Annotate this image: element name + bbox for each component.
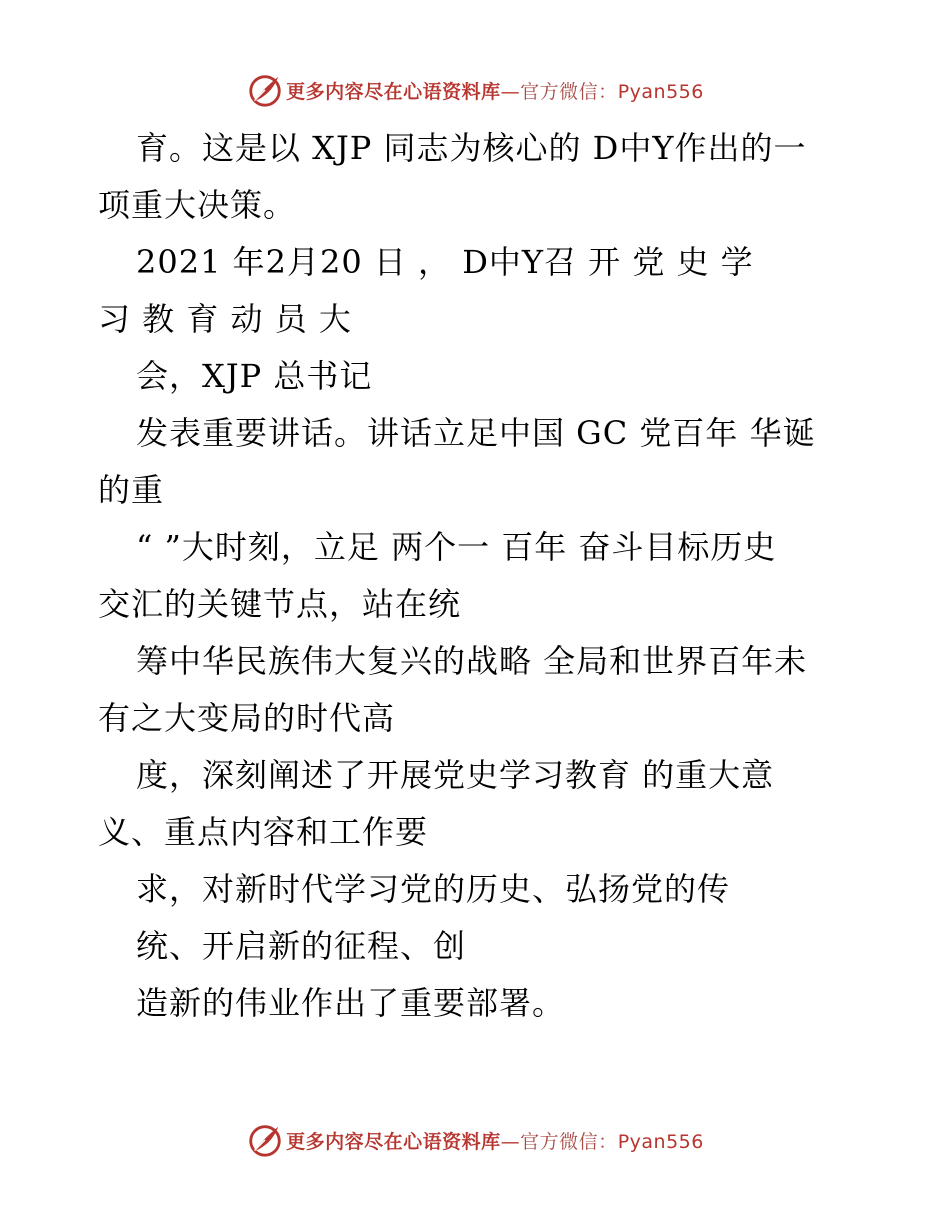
text-line: 有之大变局的时代高 [98,699,396,737]
text-line: 发表重要讲话。讲话立足中国 GC 党百年 华诞 [136,414,816,452]
header-banner [0,68,950,112]
text-line: 会，XJP 总书记 [136,357,373,395]
banner-dash: — [500,80,521,103]
text-line: 统、开启新的征程、创 [136,927,467,965]
text-line: 义、重点内容和工作要 [98,813,429,851]
text-line: 筹中华民族伟大复兴的战略 全局和世界百年未 [136,642,808,680]
text-line: 造新的伟业作出了重要部署。 [136,984,566,1022]
feather-pen-logo-icon [246,71,284,109]
text-line: 项重大决策。 [98,186,297,224]
banner-text [286,77,704,104]
banner-dash: — [500,1130,521,1153]
banner-wechat-id: Pyan556 [617,80,704,103]
text-line: “ ”大时刻，立足 两个一 百年 奋斗目标历史 [136,528,777,566]
banner-wechat-id: Pyan556 [617,1130,704,1153]
banner-main-text: 更多内容尽在心语资料库 [286,1130,501,1153]
banner-main-text: 更多内容尽在心语资料库 [286,80,501,103]
footer-banner [0,1118,950,1162]
text-line: 交汇的关键节点，站在统 [98,585,462,623]
banner-wechat-label: 官方微信： [520,1130,618,1153]
banner-wechat-label: 官方微信： [520,80,618,103]
text-line: 育。这是以 XJP 同志为核心的 D中Y作出的一 [136,129,807,167]
banner-text [286,1127,704,1154]
text-line: 的重 [98,471,165,509]
feather-pen-logo-icon [246,1121,284,1159]
text-line: 习 教 育 动 员 大 [98,300,352,338]
document-body [98,120,888,1032]
text-line: 2021 年2月20 日 ， D中Y召 开 党 史 学 [136,243,754,281]
text-line: 度，深刻阐述了开展党史学习教育 的重大意 [136,756,775,794]
text-line: 求，对新时代学习党的历史、弘扬党的传 [136,870,731,908]
